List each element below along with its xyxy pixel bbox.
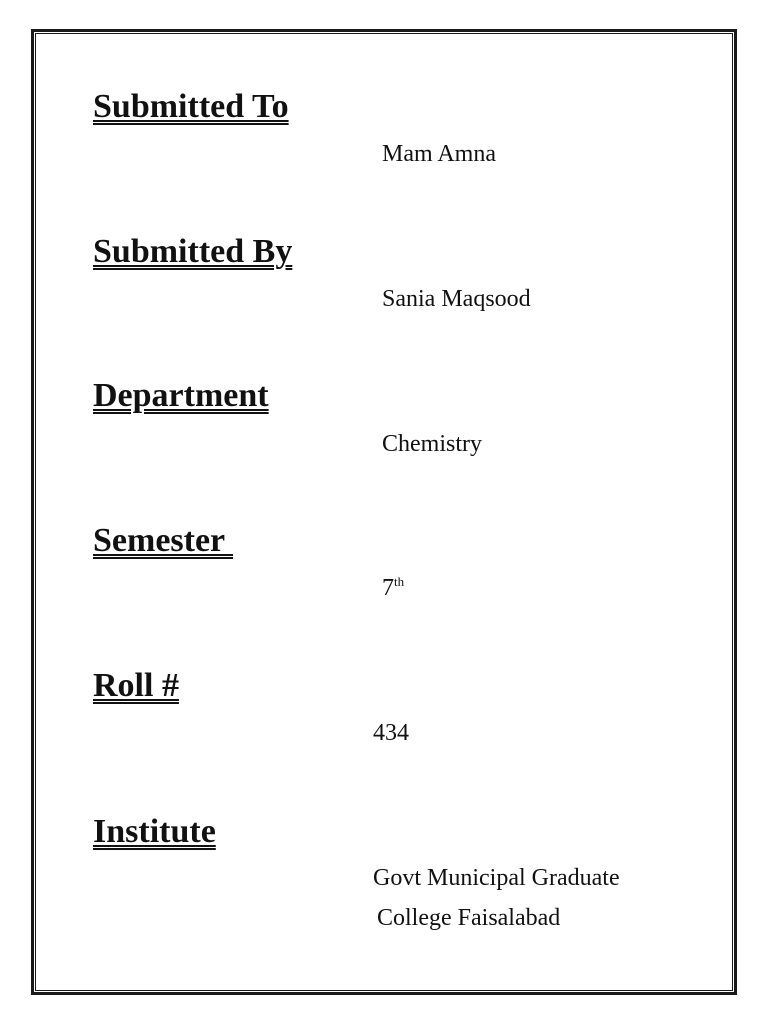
- institute-heading: Institute: [93, 813, 216, 850]
- roll-number-value: 434: [373, 720, 409, 746]
- submitted-to-value: Mam Amna: [382, 141, 496, 167]
- submitted-by-value: Sania Maqsood: [382, 286, 531, 312]
- institute-value-line-2: College Faisalabad: [377, 905, 561, 931]
- submitted-to-heading: Submitted To: [93, 88, 289, 125]
- semester-ordinal-suffix: th: [394, 574, 405, 589]
- department-value: Chemistry: [382, 431, 482, 457]
- institute-value-line-1: Govt Municipal Graduate: [373, 865, 620, 891]
- semester-value: [382, 574, 404, 602]
- department-heading: Department: [93, 377, 269, 414]
- semester-heading: Semester: [93, 522, 234, 559]
- submitted-by-heading: Submitted By: [93, 233, 293, 270]
- roll-number-heading: Roll #: [93, 667, 179, 704]
- semester-number: 7: [382, 575, 394, 601]
